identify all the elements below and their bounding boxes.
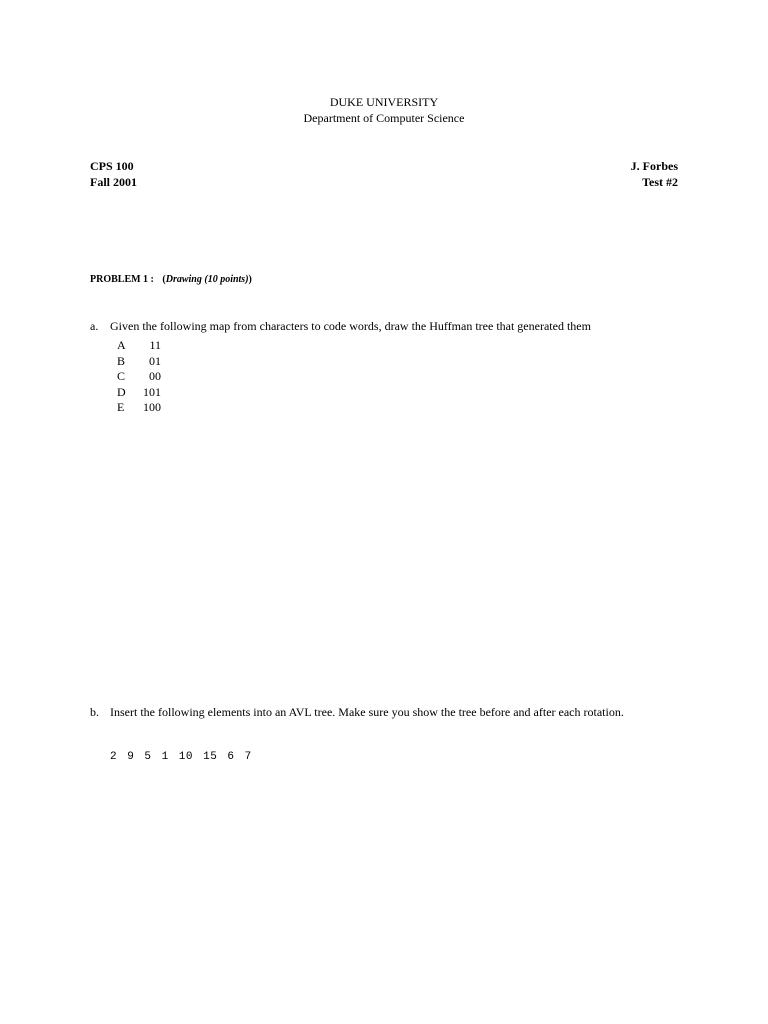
code-map-char: D bbox=[117, 384, 126, 399]
code-map-code: 00 bbox=[149, 369, 161, 383]
code-map-row bbox=[117, 385, 177, 401]
code-map-char: E bbox=[117, 400, 125, 414]
avl-sequence: 2 9 5 1 10 15 6 7 bbox=[110, 751, 252, 763]
code-map-char: B bbox=[117, 353, 126, 368]
question-a-text: Given the following map from characters to code words, draw the Huffman tree that generated them bbox=[110, 319, 591, 333]
code-map bbox=[117, 338, 177, 416]
question-a bbox=[90, 319, 591, 334]
problem-label: (Drawing (10 points)) bbox=[162, 274, 252, 285]
code-map-row bbox=[117, 400, 177, 416]
question-b-text: Insert the following elements into an AVL tree. Make sure you show the tree before and after each rotation. bbox=[110, 705, 624, 719]
term: Fall 2001 bbox=[90, 175, 137, 189]
problem-title: PROBLEM 1 : bbox=[90, 274, 154, 285]
code-map-char: C bbox=[117, 369, 126, 383]
code-map-code: 11 bbox=[149, 338, 161, 352]
problem-points: Drawing (10 points) bbox=[165, 274, 249, 285]
code-map-code: 100 bbox=[143, 400, 161, 414]
question-b-letter: b. bbox=[90, 705, 99, 719]
question-a-letter: a. bbox=[90, 319, 99, 333]
code-map-code: 01 bbox=[149, 353, 161, 368]
code-map-row bbox=[117, 338, 177, 354]
question-b bbox=[90, 705, 624, 720]
problem-heading bbox=[90, 274, 252, 285]
department-name: Department of Computer Science bbox=[303, 111, 465, 125]
instructor: J. Forbes bbox=[630, 159, 678, 173]
code-map-char: A bbox=[117, 338, 126, 352]
university-name: DUKE UNIVERSITY bbox=[329, 95, 439, 109]
code-map-row bbox=[117, 369, 177, 385]
test-number: Test #2 bbox=[642, 175, 678, 189]
course-code: CPS 100 bbox=[90, 159, 134, 173]
code-map-code: 101 bbox=[143, 384, 161, 399]
code-map-row bbox=[117, 354, 177, 370]
